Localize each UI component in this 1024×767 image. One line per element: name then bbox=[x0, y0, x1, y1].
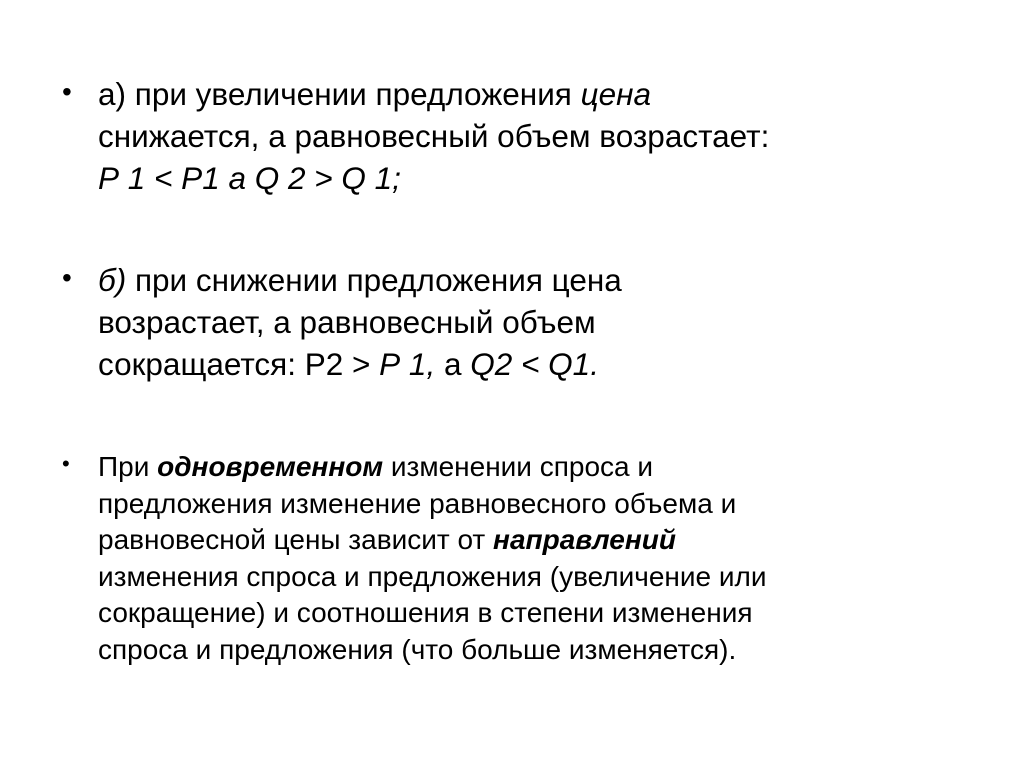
text-line: снижается, а равновесный объем возрастает: bbox=[98, 118, 770, 154]
text-run: сокращается: Р2 > bbox=[98, 346, 380, 382]
text-line: предложения изменение равновесного объема и bbox=[98, 487, 737, 519]
italic-text-run: Q2 < Q1. bbox=[470, 346, 599, 382]
bold-italic-text-run: направлений bbox=[493, 524, 676, 555]
text-run: равновесной цены зависит от bbox=[98, 524, 494, 555]
text-line bbox=[98, 449, 978, 486]
text-line: изменения спроса и предложения (увеличение или bbox=[98, 560, 767, 592]
text-line bbox=[98, 343, 978, 385]
text-run: а bbox=[435, 346, 471, 382]
italic-text-run: б) bbox=[98, 262, 127, 298]
text-run: При bbox=[98, 451, 158, 482]
text-line bbox=[98, 73, 978, 115]
text-line: Р 1 < Р1 а Q 2 > Q 1; bbox=[98, 160, 401, 196]
italic-text-run: Р 1, bbox=[379, 346, 436, 382]
text-run: при снижении предложения цена bbox=[126, 262, 622, 298]
text-run: а) при увеличении предложения bbox=[98, 76, 581, 112]
text-line: сокращение) и соотношения в степени изменения bbox=[98, 597, 753, 628]
text-line: спроса и предложения (что больше изменяется). bbox=[98, 633, 737, 665]
italic-text-run: цена bbox=[580, 76, 651, 112]
bullet-text-c bbox=[98, 449, 978, 668]
text-line bbox=[98, 522, 978, 559]
bold-italic-text-run: одновременном bbox=[157, 451, 384, 482]
bullet-text-b bbox=[98, 259, 978, 385]
text-line bbox=[98, 259, 978, 301]
text-run: изменении спроса и bbox=[383, 451, 654, 482]
bullet-icon: • bbox=[62, 451, 70, 476]
bullet-text-a bbox=[98, 73, 978, 199]
bullet-icon: • bbox=[62, 262, 72, 293]
text-line: возрастает, а равновесный объем bbox=[98, 304, 596, 340]
bullet-icon: • bbox=[62, 76, 72, 107]
